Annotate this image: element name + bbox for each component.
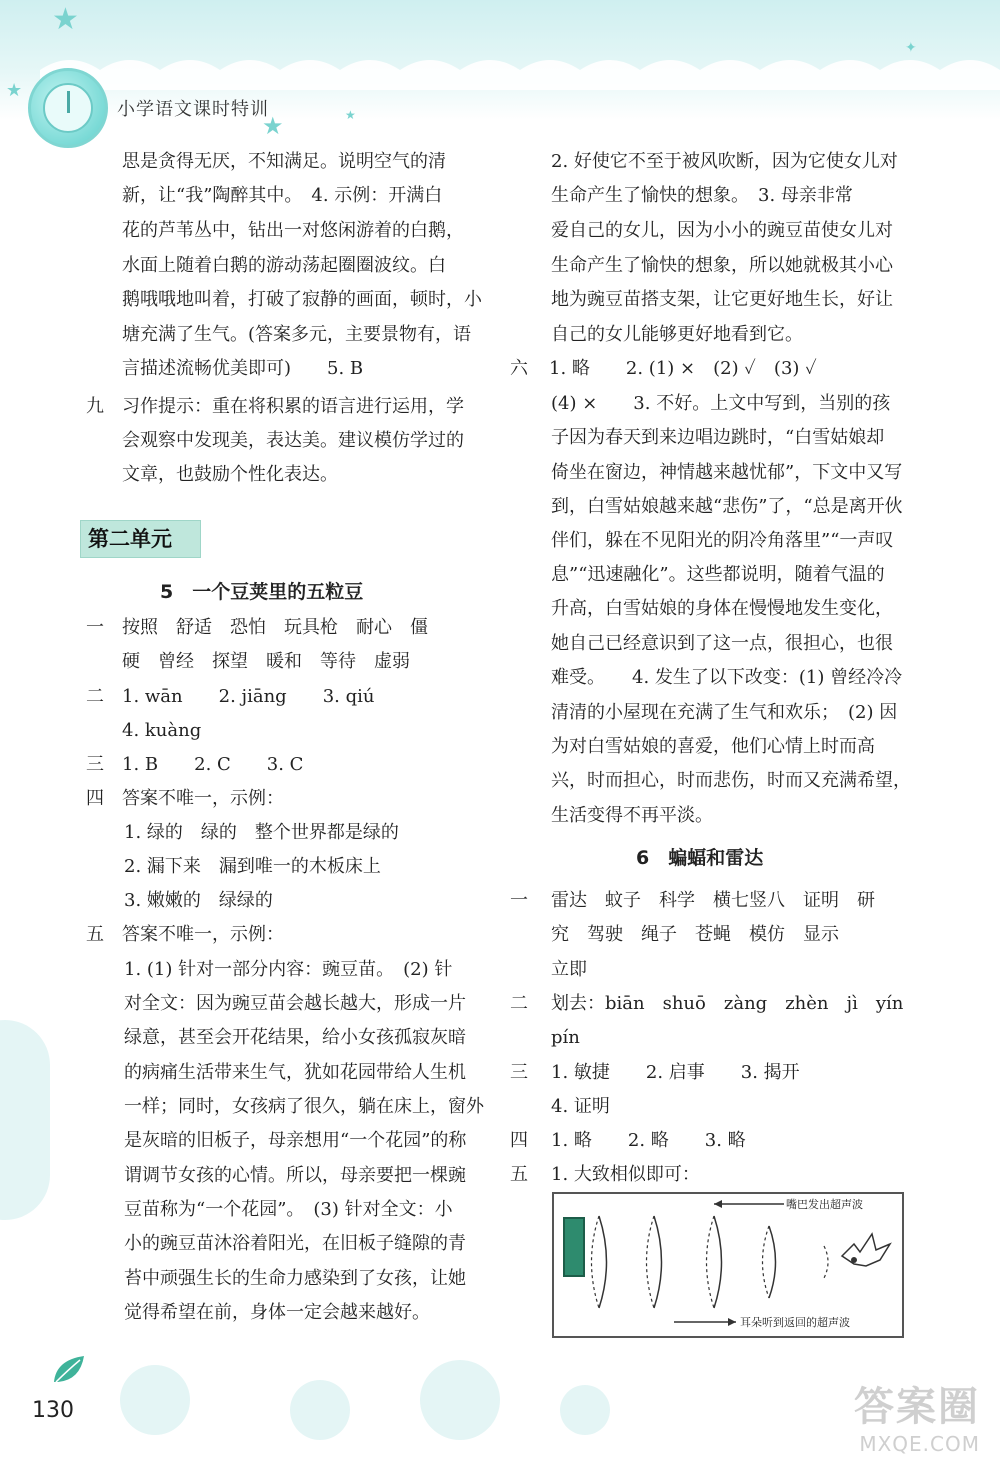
text-line: 的病痛生活带来生气，犹如花园带给人生机	[124, 1062, 466, 1083]
unit-title: 第二单元	[88, 527, 172, 551]
header-title: 小学语文课时特训	[117, 99, 269, 120]
text-line: 生命产生了愉快的想象。 3. 母亲非常	[551, 185, 853, 206]
text-line: 难受。 4. 发生了以下改变：(1) 曾经冷冷	[551, 667, 903, 688]
text-line: 1. (1) 针对一部分内容：豌豆苗。 (2) 针	[124, 959, 453, 980]
lesson-title: 5 一个豆荚里的五粒豆	[160, 581, 364, 603]
text-line: 1. 敏捷 2. 启事 3. 揭开	[551, 1062, 800, 1083]
decor-bubble	[120, 1365, 190, 1435]
text-line: 清清的小屋现在充满了生气和欢乐； (2) 因	[551, 702, 898, 723]
text-line: 豆苗称为“一个花园”。 (3) 针对全文：小	[124, 1199, 453, 1220]
watermark-logo-text: 答案圈	[854, 1384, 980, 1430]
text-line: 言描述流畅优美即可) 5. B	[122, 358, 364, 379]
watermark	[854, 1375, 980, 1456]
question-marker: 一	[510, 890, 528, 911]
text-line: 思是贪得无厌，不知满足。说明空气的清	[122, 151, 446, 172]
text-line: 究 驾驶 绳子 苍蝇 模仿 显示	[551, 924, 839, 945]
text-line: 到，白雪姑娘越来越“悲伤”了，“总是离开伙	[551, 496, 903, 517]
text-line: 1. 大致相似即可：	[551, 1164, 700, 1185]
text-line: 生活变得不再平淡。	[551, 805, 713, 826]
text-line: 兴，时而担心，时而悲伤，时而又充满希望，	[551, 770, 911, 791]
text-line: 答案不唯一，示例：	[122, 924, 284, 945]
text-line: 自己的女儿能够更好地看到它。	[551, 324, 803, 345]
question-marker: 四	[510, 1130, 528, 1151]
text-line: 1. 绿的 绿的 整个世界都是绿的	[124, 822, 399, 843]
text-line: 一样；同时，女孩病了很久，躺在床上，窗外	[124, 1096, 484, 1117]
text-line: 按照 舒适 恐怕 玩具枪 耐心 僵	[122, 617, 428, 638]
question-marker: 三	[510, 1062, 528, 1083]
text-line: 文章，也鼓励个性化表达。	[122, 464, 338, 485]
text-line: 答案不唯一，示例：	[122, 788, 284, 809]
text-line: 伴们，躲在不见阳光的阴冷角落里”“一声叹	[551, 530, 894, 551]
wave-arc	[654, 1216, 662, 1308]
star-icon: ★	[6, 80, 23, 101]
emit-arrowhead	[714, 1200, 722, 1208]
question-marker: 九	[86, 396, 104, 417]
text-line: 息”“迅速融化”。这些都说明，随着气温的	[551, 564, 885, 585]
decor-bubble	[420, 1360, 500, 1440]
star-icon: ★	[52, 2, 79, 37]
star-icon: ✦	[905, 40, 917, 56]
text-line: 爱自己的女儿，因为小小的豌豆苗使女儿对	[551, 220, 893, 241]
text-line: 谓调节女孩的心情。所以，母亲要把一棵豌	[124, 1165, 466, 1186]
lesson-title: 6 蝙蝠和雷达	[636, 847, 764, 869]
text-line: 塘充满了生气。(答案多元，主要景物有，语	[122, 324, 472, 345]
decor-bubble	[0, 1020, 50, 1220]
text-line: 3. 嫩嫩的 绿绿的	[124, 890, 273, 911]
page-number: 130	[32, 1398, 74, 1423]
wave-arc	[647, 1216, 655, 1308]
text-line: 1. 略 2. (1) × (2) ✓ (3) ✓	[549, 358, 817, 379]
text-line: 苔中顽强生长的生命力感染到了女孩，让她	[124, 1268, 466, 1289]
text-line: 对全文：因为豌豆苗会越长越大，形成一片	[124, 993, 466, 1014]
emit-label: 嘴巴发出超声波	[786, 1198, 863, 1211]
question-marker: 五	[86, 924, 104, 945]
text-line: 4. kuàng	[122, 720, 202, 741]
text-line: 水面上随着白鹅的游动荡起圈圈波纹。白	[122, 255, 446, 276]
star-icon: ★	[262, 112, 284, 140]
text-line: 地为豌豆苗搭支架，让它更好地生长，好让	[551, 289, 893, 310]
wave-arc	[707, 1216, 715, 1308]
text-line: 觉得希望在前，身体一定会越来越好。	[124, 1302, 430, 1323]
text-line: 会观察中发现美，表达美。建议模仿学过的	[122, 430, 464, 451]
text-line: 划去：biān shuō zàng zhèn jì yín	[551, 993, 904, 1014]
text-line: 新，让“我”陶醉其中。 4. 示例：开满白	[122, 185, 443, 206]
text-line: 升高，白雪姑娘的身体在慢慢地发生变化，	[551, 598, 893, 619]
obstacle-bar	[564, 1218, 584, 1276]
text-line: 硬 曾经 探望 暖和 等待 虚弱	[122, 651, 410, 672]
watermark-url: MXQE.COM	[859, 1432, 980, 1456]
wave-arc	[763, 1226, 770, 1298]
question-marker: 一	[86, 617, 104, 638]
text-line: pín	[551, 1027, 580, 1048]
text-line: 2. 好使它不至于被风吹断，因为它使女儿对	[551, 151, 898, 172]
text-line: 倚坐在窗边，神情越来越忧郁”，下文中又写	[551, 462, 903, 483]
text-line: 1. wān 2. jiāng 3. qiú	[122, 686, 375, 707]
question-marker: 二	[86, 686, 104, 707]
text-line: 鹅哦哦地叫着，打破了寂静的画面，顿时，小	[122, 289, 482, 310]
text-line: 立即	[551, 959, 587, 980]
wave-arc	[592, 1216, 600, 1308]
wave-arc	[599, 1216, 607, 1308]
alarm-clock-icon	[28, 68, 108, 148]
text-line: 习作提示：重在将积累的语言进行运用，学	[122, 396, 464, 417]
text-line: 花的芦苇丛中，钻出一对悠闲游着的白鹅，	[122, 220, 464, 241]
question-marker: 二	[510, 993, 528, 1014]
text-line: (4) × 3. 不好。上文中写到，当别的孩	[551, 393, 891, 414]
wave-arc	[769, 1226, 776, 1298]
text-line: 绿意，甚至会开花结果，给小女孩孤寂灰暗	[124, 1027, 466, 1048]
text-line: 子因为春天到来边唱边跳时，“白雪姑娘却	[551, 427, 885, 448]
text-line: 1. B 2. C 3. C	[122, 754, 304, 775]
question-marker: 四	[86, 788, 104, 809]
question-marker: 六	[510, 358, 528, 379]
question-marker: 五	[510, 1164, 528, 1185]
bat-ultrasound-figure	[552, 1192, 904, 1338]
text-line: 是灰暗的旧板子，母亲想用“一个花园”的称	[124, 1130, 467, 1151]
text-line: 为对白雪姑娘的喜爱，他们心情上时而高	[551, 736, 875, 757]
text-line: 2. 漏下来 漏到唯一的木板床上	[124, 856, 381, 877]
leaf-icon	[50, 1352, 90, 1388]
text-line: 雷达 蚊子 科学 横七竖八 证明 研	[551, 890, 875, 911]
wave-arc	[824, 1246, 828, 1278]
wave-arc	[714, 1216, 722, 1308]
star-icon: ★	[345, 108, 356, 122]
decor-bubble	[290, 1380, 350, 1440]
text-line: 1. 略 2. 略 3. 略	[551, 1130, 746, 1151]
return-label: 耳朵听到返回的超声波	[740, 1316, 850, 1329]
return-arrowhead	[728, 1318, 736, 1326]
text-line: 她自己已经意识到了这一点，很担心，也很	[551, 633, 893, 654]
header-scallop	[40, 50, 1000, 90]
text-line: 小的豌豆苗沐浴着阳光，在旧板子缝隙的青	[124, 1233, 466, 1254]
text-line: 4. 证明	[551, 1096, 610, 1117]
question-marker: 三	[86, 754, 104, 775]
decor-bubble	[560, 1385, 610, 1435]
text-line: 生命产生了愉快的想象，所以她就极其小心	[551, 255, 893, 276]
bat-icon	[842, 1234, 890, 1266]
